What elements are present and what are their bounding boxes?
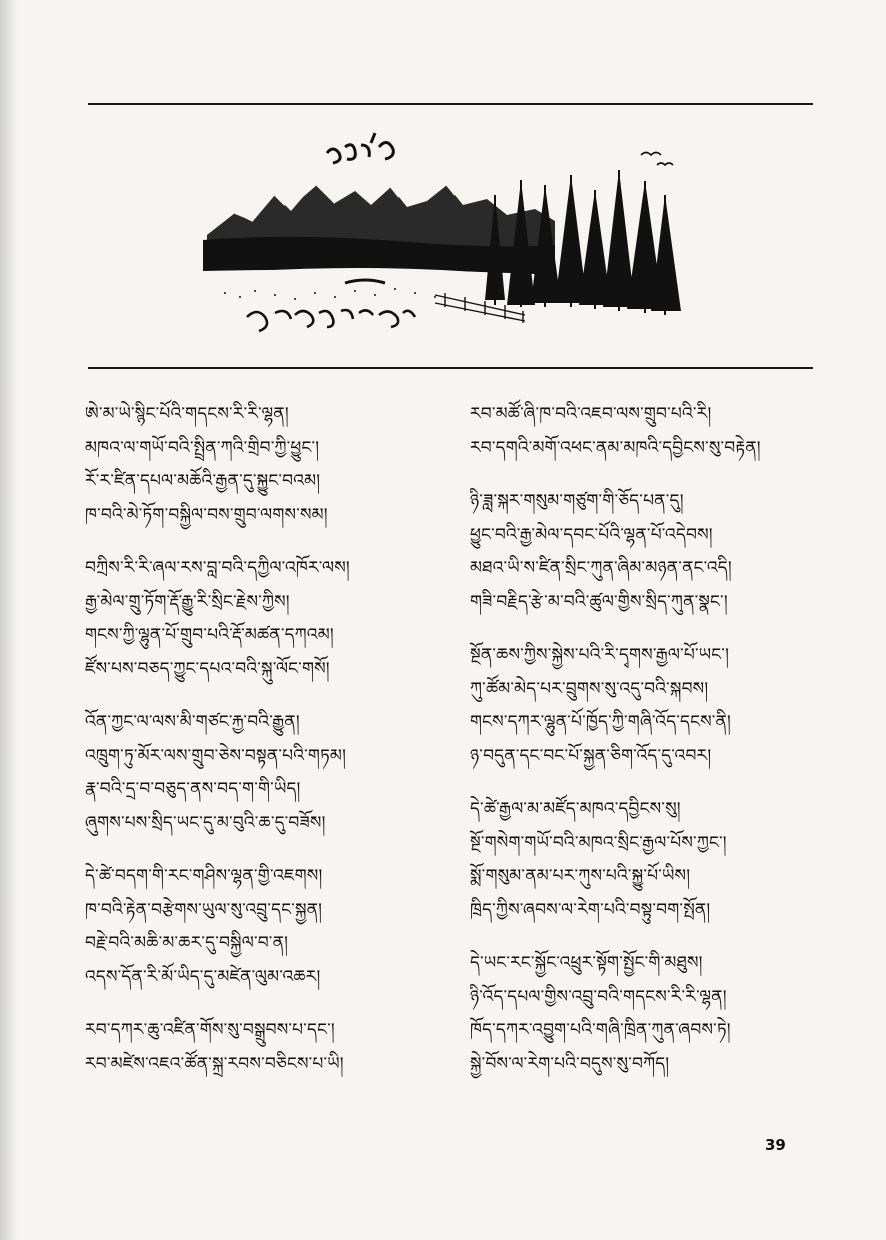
verse-line: རབ་དགའི་མགོ་འཕང་ནམ་མཁའི་དབྱིངས་སུ་བརྟེན།: [470, 437, 761, 458]
stanza: [85, 706, 430, 840]
top-rule: [88, 103, 813, 105]
bottom-rule: [88, 367, 813, 369]
verse-line: དེ་ཚེ་བདག་གི་རང་གཤིས་ལྷན་གྱི་འཇགས།: [85, 866, 323, 886]
verse-line: དེ་ཡང་རང་སྐྱོང་འཕྲུར་སྟོག་སྤྱོང་གི་མཐུས།: [470, 953, 703, 973]
verse-line: རབ་མཚོ་ཞི་ཁ་བའི་འཇབ་ལས་གྲུབ་པའི་རི།: [470, 404, 712, 424]
verse-line: ཉི་འོད་དཔལ་གྱིས་འབྲུ་བའི་གདངས་རི་རི་ལྷན།: [470, 986, 727, 1007]
stanza: [85, 398, 430, 532]
stanza: [470, 947, 815, 1081]
verse-line: ཉི་ཟླ་སྐར་གསུམ་གཙུག་གི་ཅོད་པན་དུ།: [470, 491, 684, 511]
verse-line: རོ་ར་ཛིན་དཔལ་མཆོའི་རྒྱན་དུ་སྐྱུང་བའམ།: [85, 471, 321, 491]
stanza: [85, 552, 430, 686]
verse-line: ཁོད་དཀར་འབྱུག་པའི་གཞི་ཁྲིན་ཀུན་ཞབས་ཏེ།: [470, 1020, 731, 1040]
verse-line: ཀུ་ཚོམ་མེད་པར་བྲུགས་སུ་འདུ་བའི་སྐབས།: [470, 678, 709, 699]
verse-line: རྒྱ་མེལ་གྲུ་ཏོག་རྡོ་རྒྱུ་རི་སྲིང་རྗེས་ཀྱིས།: [85, 591, 290, 612]
mountain-lake-illustration: [195, 125, 695, 345]
verse-line: མཁའ་ལ་གཡོ་བའི་སྤྲིན་ཀའི་གྲིབ་ཀྱི་ཕྱུང་།: [85, 437, 320, 458]
verse-line: གངས་དཀར་ལྷུན་པོ་ཁྱོད་ཀྱི་གཞི་འོད་དངས་ནི།: [470, 712, 732, 732]
poem-left-column: [85, 398, 430, 1101]
verse-line: ཞུགས་པས་སྲིད་ཡང་དུ་མ་བུའི་ཆ་དུ་བཟོས།: [85, 812, 326, 833]
stanza: [85, 860, 430, 994]
verse-line: ཛོས་པས་བཅད་ཀྱུང་དཔའ་བའི་སྐུ་ལོང་གསོ།: [85, 658, 330, 679]
verse-line: ཁྲིད་ཀྱིས་ཞབས་ལ་རེག་པའི་བསྟུ་བག་སྤོན།: [470, 899, 711, 920]
verse-line: བརྗེ་བའི་མཆི་མ་ཆར་དུ་བསྐྱིལ་བ་ན།: [85, 933, 289, 953]
poem-right-column: [470, 398, 815, 1101]
verse-line: རྣ་བའི་དྲ་བ་བཅུད་ནས་བད་ག་གི་ཡིད།: [85, 779, 301, 799]
stanza: [85, 1014, 430, 1081]
verse-line: མཐའ་ཡི་ས་ཛིན་སྲིང་ཀུན་ཞིམ་མཉན་ནང་འདི།: [470, 558, 732, 578]
stanza: [470, 793, 815, 927]
verse-line: སྔོན་ཆས་ཀྱིས་སྐྱེས་པའི་རི་དྭགས་རྒྱལ་པོ་ཡང་།: [470, 645, 730, 665]
verse-line: འདས་དོན་རི་མོ་ཡིད་དུ་མཛེན་ལུམ་འཆར།: [85, 966, 321, 987]
verse-line: ཨེ་མ་ཡེ་སྙིང་པོའི་གདངས་རི་རི་ལྷན།: [85, 404, 289, 424]
verse-line: འོན་ཀྱང་ལ་ལས་མི་གཙང་རྐྱ་བའི་རྒྱུན།: [85, 712, 300, 732]
verse-line: གཟི་བརྗིད་རྩེ་མ་བའི་ཚུལ་གྱིས་སྲིད་ཀུན་སྣང་།: [470, 591, 728, 612]
verse-line: གངས་ཀྱི་ལྷུན་པོ་གྲུབ་པའི་རྡོ་མཚན་དཀའམ།: [85, 625, 334, 645]
verse-line: རབ་མཛེས་འཇའ་ཚོན་སྐྲ་རབས་བཅིངས་པ་ཡི།: [85, 1053, 344, 1074]
stanza: [470, 485, 815, 619]
verse-line: སྨོ་གསུམ་ནམ་པར་ཀུས་པའི་སྐྱུ་པོ་ཡིས།: [470, 866, 691, 886]
verse-line: སྔོ་གསེག་གཡོ་བའི་མཁའ་སྲིང་རྒྱལ་པོས་ཀྱང་།: [470, 832, 727, 853]
stanza: [470, 639, 815, 773]
verse-line: ཕྱུང་བའི་རྒྱ་མེལ་དབང་པོའི་ལྷན་པོ་འདེབས།: [470, 524, 713, 545]
verse-line: ཁ་བའི་མེ་ཏོག་བསྐྱིལ་བས་གྲུབ་ལགས་སམ།: [85, 504, 328, 525]
verse-line: འཁྲུག་ཏུ་མོར་ལས་གྲུབ་ཅེས་བསྟན་པའི་གཏམ།: [85, 745, 347, 766]
verse-line: ཉ་བདུན་དང་བང་པོ་སྐྱན་ཅིག་འོད་དུ་འབར།: [470, 745, 712, 766]
verse-line: ཁ་བའི་རྟེན་བརྩེགས་ཡུལ་སུ་འབྲུ་དང་སྐྱན།: [85, 899, 323, 920]
verse-line: དེ་ཚེ་རྒྱལ་མ་མཛོད་མཁའ་དབྱིངས་སུ།: [470, 799, 681, 819]
stanza: [470, 398, 815, 465]
verse-line: སྐྱེ་བོས་ལ་རེག་པའི་བདུས་སུ་བཀོད།: [470, 1053, 670, 1074]
verse-line: རབ་དཀར་ཆུ་འཛིན་གོས་སུ་བསྒྲུབས་པ་དང་།: [85, 1020, 335, 1040]
page-edge-shadow: [0, 0, 18, 1240]
page-number: 39: [765, 1136, 786, 1154]
verse-line: བཀྲིས་རི་རི་ཞལ་རས་བླ་བའི་དཀྱིལ་འཁོར་ལས།: [85, 558, 350, 578]
